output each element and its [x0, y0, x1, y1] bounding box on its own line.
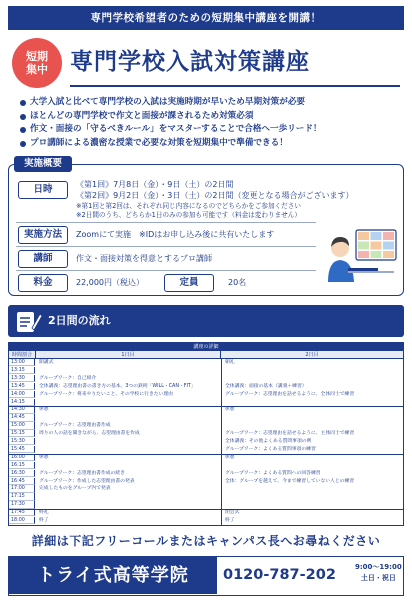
day2-cell: 全体講義：面接の基本（講義＋練習） — [225, 383, 307, 389]
day1-cell: グループワーク：将来やりたいこと、その学校に行きたい理由 — [39, 391, 173, 397]
hours-time: 9:00～19:00 — [355, 563, 402, 571]
time-slot: 15:00 — [9, 422, 35, 429]
day2-cell: グループワーク：よくある質問事項の練習 — [225, 446, 316, 452]
time-slot: 14:30 — [9, 406, 35, 413]
time-slot: 13:15 — [9, 367, 35, 374]
time-slot: 13:00 — [9, 359, 35, 366]
date-note2: ※2日間のうち、どちらか1日のみの参加も可能です（料金は変わりません） — [76, 211, 301, 219]
day2-cell: 休憩 — [225, 454, 235, 460]
day1-cell — [36, 367, 221, 375]
time-slot: 14:00 — [9, 391, 35, 398]
day2-cell: 閉会式 — [225, 510, 240, 516]
day2-cell: 全体講義：その他よくある質問事項の例 — [225, 439, 312, 444]
day1-cell: 周りの人の話を聞きながら、志望理由書を作成 — [39, 431, 140, 437]
fee-value: 22,000円（税込） — [76, 278, 144, 287]
block-divider — [9, 406, 403, 407]
schedule-caption: 講座の詳細 — [9, 343, 403, 351]
feature-list — [16, 96, 406, 150]
short-term-badge — [12, 38, 62, 88]
day2-cell — [222, 399, 403, 407]
time-slot: 14:15 — [9, 399, 35, 406]
contact-cta: 詳細は下記フリーコールまたはキャンパス長へお尋ねください — [31, 534, 381, 548]
day1-cell: 休憩 — [39, 454, 49, 460]
phone-number[interactable]: 0120-787-202 — [223, 567, 336, 583]
block-divider — [9, 509, 403, 510]
day2-cell — [222, 414, 403, 422]
time-slot: 14:45 — [9, 414, 35, 421]
divider — [16, 270, 316, 271]
day2-cell: グループワーク：志望理由を話せるように、主体同士で練習 — [225, 431, 355, 437]
day1-cell: 全体講義：志望理由書の書き方の基本、3つの鉄則「WILL・CAN・FIT」 — [39, 383, 196, 389]
day2-cell — [222, 501, 403, 509]
method-value: Zoomにて実施 ※IDはお申し込み後に共有いたします — [76, 230, 275, 239]
fee-label: 料金 — [18, 274, 68, 292]
hours-days: 土日・祝日 — [360, 574, 396, 582]
list-item: ほとんどの専門学校で作文と面接が課されるため対策必須 — [16, 110, 406, 124]
list-item: 作文・面接の「守るべきルール」をマスターすることで合格へ一歩リード！ — [16, 123, 406, 137]
day1-cell: 開講式 — [39, 360, 54, 365]
day2-cell: グループワーク：志望理由を話せるように、全体同士で練習 — [225, 391, 355, 397]
time-slot: 16:00 — [9, 454, 35, 461]
time-slot: 17:30 — [9, 501, 35, 508]
badge-line2: 集中 — [26, 63, 48, 76]
header-time: 時間割合 — [9, 351, 36, 359]
day2-cell: 朝礼 — [225, 360, 235, 365]
list-item: 大学入試と比べて専門学校の入試は実施時期が早いため早期対策が必要 — [16, 96, 406, 110]
day2-cell — [222, 367, 403, 375]
bullet-dot-icon — [20, 141, 26, 147]
time-slot: 17:00 — [9, 485, 35, 492]
day1-cell: 終礼 — [39, 510, 49, 516]
day1-cell — [36, 493, 221, 501]
schedule-table — [8, 342, 404, 526]
title-underline — [70, 85, 400, 87]
time-slot: 16:30 — [9, 470, 35, 477]
badge-line1: 短期 — [26, 50, 48, 63]
date-line2: 《第2回》9月2日（金）・3日（土）の2日間（変更となる場合がございます） — [76, 191, 354, 200]
header-day2: 2日目 — [221, 351, 403, 359]
footer-bar — [8, 556, 404, 596]
flow-title: 2日間の流れ — [48, 314, 111, 327]
time-slot: 15:15 — [9, 430, 35, 437]
teacher-label: 講師 — [18, 250, 68, 268]
top-banner: 専門学校希望者のための短期集中講座を開講！ — [8, 6, 404, 30]
block-divider — [9, 454, 403, 455]
capacity-label: 定員 — [164, 274, 214, 292]
day2-cell: 全体：グループを越えて、今まで練習していない人との練習 — [225, 478, 355, 484]
day2-cell: グループワーク：よくある質問への回答練習 — [225, 470, 321, 476]
day1-cell — [36, 462, 221, 470]
day1-cell — [36, 501, 221, 509]
overview-tab: 実施概要 — [14, 156, 72, 172]
time-slot: 18:00 — [9, 517, 35, 524]
page-title: 専門学校入試対策講座 — [70, 49, 310, 75]
time-slot: 13:30 — [9, 375, 35, 382]
capacity-value: 20名 — [228, 278, 247, 287]
day1-cell — [36, 399, 221, 407]
date-note1: ※第1回と第2回は、それぞれ同じ内容になるのでどちらかをご参加ください — [76, 202, 301, 210]
time-slot: 16:45 — [9, 478, 35, 485]
day2-cell — [222, 375, 403, 383]
school-name: トライ式高等学院 — [9, 557, 217, 594]
day2-cell — [222, 493, 403, 501]
time-slot: 16:15 — [9, 462, 35, 469]
day1-cell — [36, 446, 221, 454]
bullet-dot-icon — [20, 114, 26, 120]
time-slot: 17:15 — [9, 493, 35, 500]
notepad-pencil-icon — [14, 308, 42, 334]
day1-cell: 完成したものをグループ内で発表 — [39, 486, 111, 492]
day1-cell: グループワーク：志望理由書作成 — [39, 423, 111, 429]
day2-cell: 休憩 — [225, 407, 235, 413]
time-slot: 17:45 — [9, 509, 35, 516]
day1-cell: グループワーク：作成した志望理由書の発表 — [39, 478, 135, 484]
online-class-illustration — [326, 228, 398, 286]
day2-cell — [222, 422, 403, 430]
bullet-dot-icon — [20, 127, 26, 133]
day1-cell: 休憩 — [39, 407, 49, 413]
list-item: プロ講師による濃密な授業で必要な対策を短期集中で準備できる！ — [16, 137, 406, 151]
header-day1: 1日目 — [36, 351, 221, 359]
day2-cell — [222, 485, 403, 493]
day2-cell — [222, 462, 403, 470]
time-slot: 13:45 — [9, 383, 35, 390]
business-hours — [355, 562, 402, 584]
day1-cell — [36, 414, 221, 422]
day1-cell: グループワーク：志望理由書作成の続き — [39, 470, 125, 476]
bullet-dot-icon — [20, 100, 26, 106]
time-slot: 15:45 — [9, 446, 35, 453]
time-slot: 15:30 — [9, 438, 35, 445]
day2-cell: 終了 — [225, 518, 235, 523]
divider — [16, 222, 316, 223]
day1-cell: 終了 — [39, 518, 49, 523]
teacher-value: 作文・面接対策を得意とするプロ講師 — [76, 254, 212, 263]
divider — [16, 246, 316, 247]
date-line1: 《第1回》7月8日（金）・9日（土）の2日間 — [76, 180, 234, 189]
day1-cell: グループワーク：自己紹介 — [39, 375, 97, 381]
date-label: 日時 — [18, 181, 68, 199]
method-label: 実施方法 — [18, 226, 68, 244]
day1-cell — [36, 438, 221, 446]
